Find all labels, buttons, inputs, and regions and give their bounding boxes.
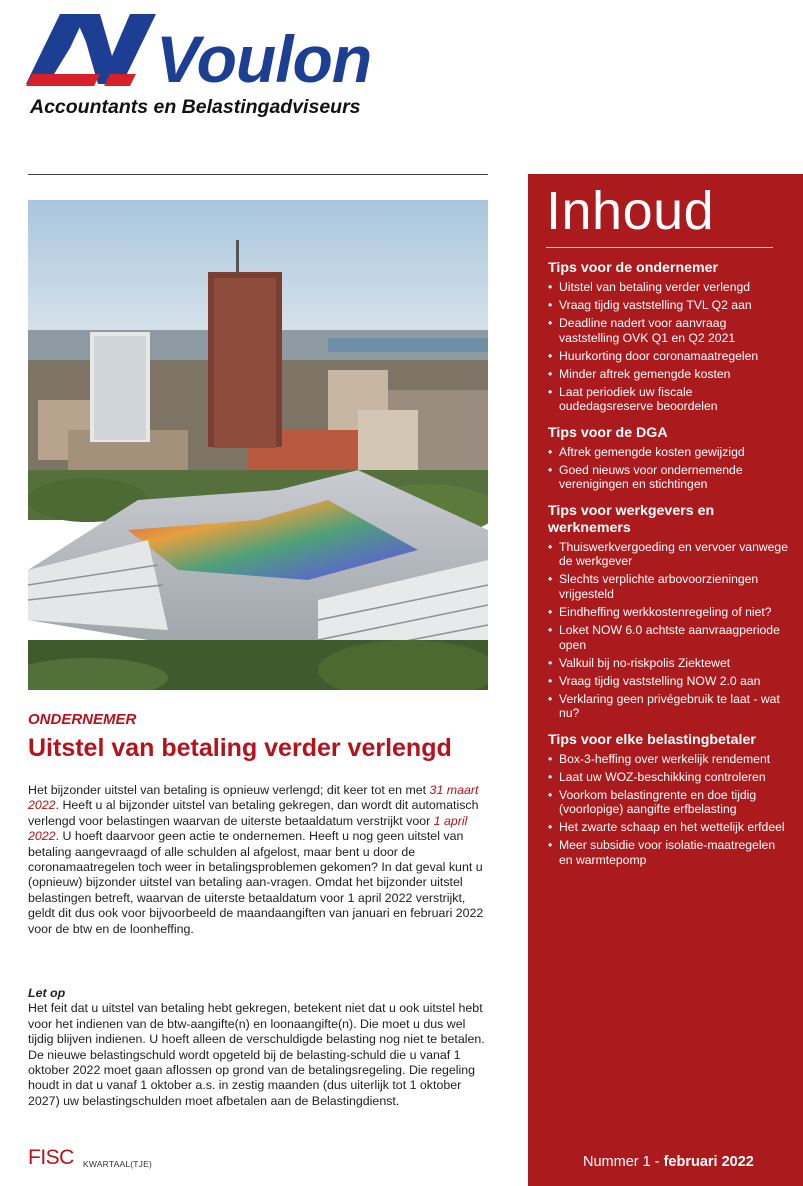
- contents-section: [548, 260, 788, 414]
- contents-list: [548, 260, 788, 878]
- issue-date: februari 2022: [663, 1154, 754, 1170]
- logo-subtitle: Accountants en Belastingadviseurs: [30, 96, 361, 118]
- logo-wordmark: Voulon: [156, 22, 372, 96]
- issue-number: Nummer 1 -: [583, 1154, 664, 1170]
- top-divider: [28, 174, 488, 175]
- paragraph-text: Het feit dat u uitstel van betaling hebt gekregen, betekent niet dat u ook uitstel hebt voor het indienen van de btw-aangifte(n) en loonaangifte(n). Die moet u dus wel tijdig blijven indienen. U hoeft alleen de verschuldigde belasting nog niet te betalen. De nieuwe belastingschuld wordt opgeteld bij de belasting-schuld die u vanaf 1 oktober 2022 moet gaan aflossen op grond van de betalingsregeling. Die regeling houdt in dat u vanaf 1 oktober a.s. in zestig maanden (dus uiterlijk tot 1 oktober 2027) uw belastingschulden moet afbetalen aan de Belastingdienst.: [28, 1001, 485, 1108]
- contents-item: • Box-3-heffing over werkelijk rendement: [548, 752, 788, 767]
- office-building-aerial-photo: [28, 200, 488, 690]
- fisc-brand: FISC: [28, 1146, 74, 1169]
- contents-item: • Uitstel van betaling verder verlengd: [548, 280, 788, 295]
- an-monogram-icon: [26, 12, 156, 88]
- contents-item: • Eindheffing werkkostenregeling of niet?: [548, 605, 788, 620]
- contents-item: • Verklaring geen privégebruik te laat - wat nu?: [548, 692, 788, 721]
- article-title: Uitstel van betaling verder verlengd: [28, 734, 452, 762]
- section-heading: Tips voor de DGA: [548, 424, 668, 441]
- contents-item: • Goed nieuws voor ondernemende verenigingen en stichtingen: [548, 463, 788, 492]
- section-items: [548, 445, 788, 492]
- fisc-brand-sub: KWARTAAL(TJE): [83, 1159, 153, 1169]
- contents-section: [548, 425, 788, 492]
- section-items: [548, 280, 788, 414]
- contents-item: • Minder aftrek gemengde kosten: [548, 367, 788, 382]
- section-heading: Tips voor werkgevers en werknemers: [548, 502, 715, 536]
- contents-item: • Vraag tijdig vaststelling NOW 2.0 aan: [548, 674, 788, 689]
- contents-item: • Deadline nadert voor aanvraag vaststelling OVK Q1 en Q2 2021: [548, 316, 788, 345]
- paragraph-text: . Heeft u al bijzonder uitstel van betaling gekregen, dan wordt dit automatisch verlengd voor belastingen waarvan de uiterste betaaldatum verstrijkt voor: [28, 798, 479, 828]
- contents-section: [548, 503, 788, 721]
- contents-sidebar: [528, 174, 803, 1186]
- logo: [26, 12, 406, 124]
- contents-item: • Loket NOW 6.0 achtste aanvraagperiode open: [548, 623, 788, 652]
- contents-item: • Valkuil bij no-riskpolis Ziektewet: [548, 656, 788, 671]
- contents-item: • Thuiswerkvergoeding en vervoer vanwege de werkgever: [548, 540, 788, 569]
- contents-item: • Slechts verplichte arbovoorzieningen vrijgesteld: [548, 572, 788, 601]
- article-paragraph-2: [28, 986, 490, 1109]
- paragraph-text: . U hoeft daarvoor geen actie te ondernemen. Heeft u nog geen uitstel van betaling aangevraagd of alle schulden al afgelost, maar bent u door de coronamaatregelen toch weer in betalingsproblemen gekomen? In dat geval kunt u (opnieuw) bijzonder uitstel van betaling aan-vragen. Omdat het bijzonder uitstel belastingen betreft, waarvan de uiterste betaaldatum voor 1 april 2022 verstrijkt, geldt dit dus ook voor bijvoorbeeld de maandaangiften van januari en februari 2022 voor de btw en de loonheffing.: [28, 829, 484, 936]
- issue-info: [583, 1154, 754, 1170]
- section-items: [548, 752, 788, 868]
- contents-divider: [546, 247, 773, 248]
- contents-item: • Huurkorting door coronamaatregelen: [548, 349, 788, 364]
- article-kicker: ONDERNEMER: [28, 711, 137, 728]
- highlight-date: 1 april 2022: [28, 813, 468, 844]
- subheading-let-op: Let op: [28, 986, 66, 1000]
- section-heading: Tips voor elke belastingbetaler: [548, 731, 756, 748]
- contents-item: • Laat periodiek uw fiscale oudedagsreserve beoordelen: [548, 385, 788, 414]
- highlight-date: 31 maart 2022: [28, 783, 479, 813]
- section-items: [548, 540, 788, 721]
- contents-section: [548, 732, 788, 868]
- article-paragraph-1: [28, 783, 490, 937]
- contents-item: • Voorkom belastingrente en doe tijdig (voorlopige) aangifte erfbelasting: [548, 788, 788, 817]
- contents-item: • Het zwarte schaap en het wettelijk erfdeel: [548, 820, 788, 835]
- section-heading: Tips voor de ondernemer: [548, 260, 719, 276]
- contents-item: • Aftrek gemengde kosten gewijzigd: [548, 445, 788, 460]
- contents-item: • Vraag tijdig vaststelling TVL Q2 aan: [548, 298, 788, 313]
- paragraph-text: Het bijzonder uitstel van betaling is opnieuw verlengd; dit keer tot en met: [28, 783, 430, 797]
- contents-item: • Meer subsidie voor isolatie-maatregelen en warmtepomp: [548, 838, 788, 867]
- contents-title: Inhoud: [546, 181, 715, 241]
- contents-item: • Laat uw WOZ-beschikking controleren: [548, 770, 788, 785]
